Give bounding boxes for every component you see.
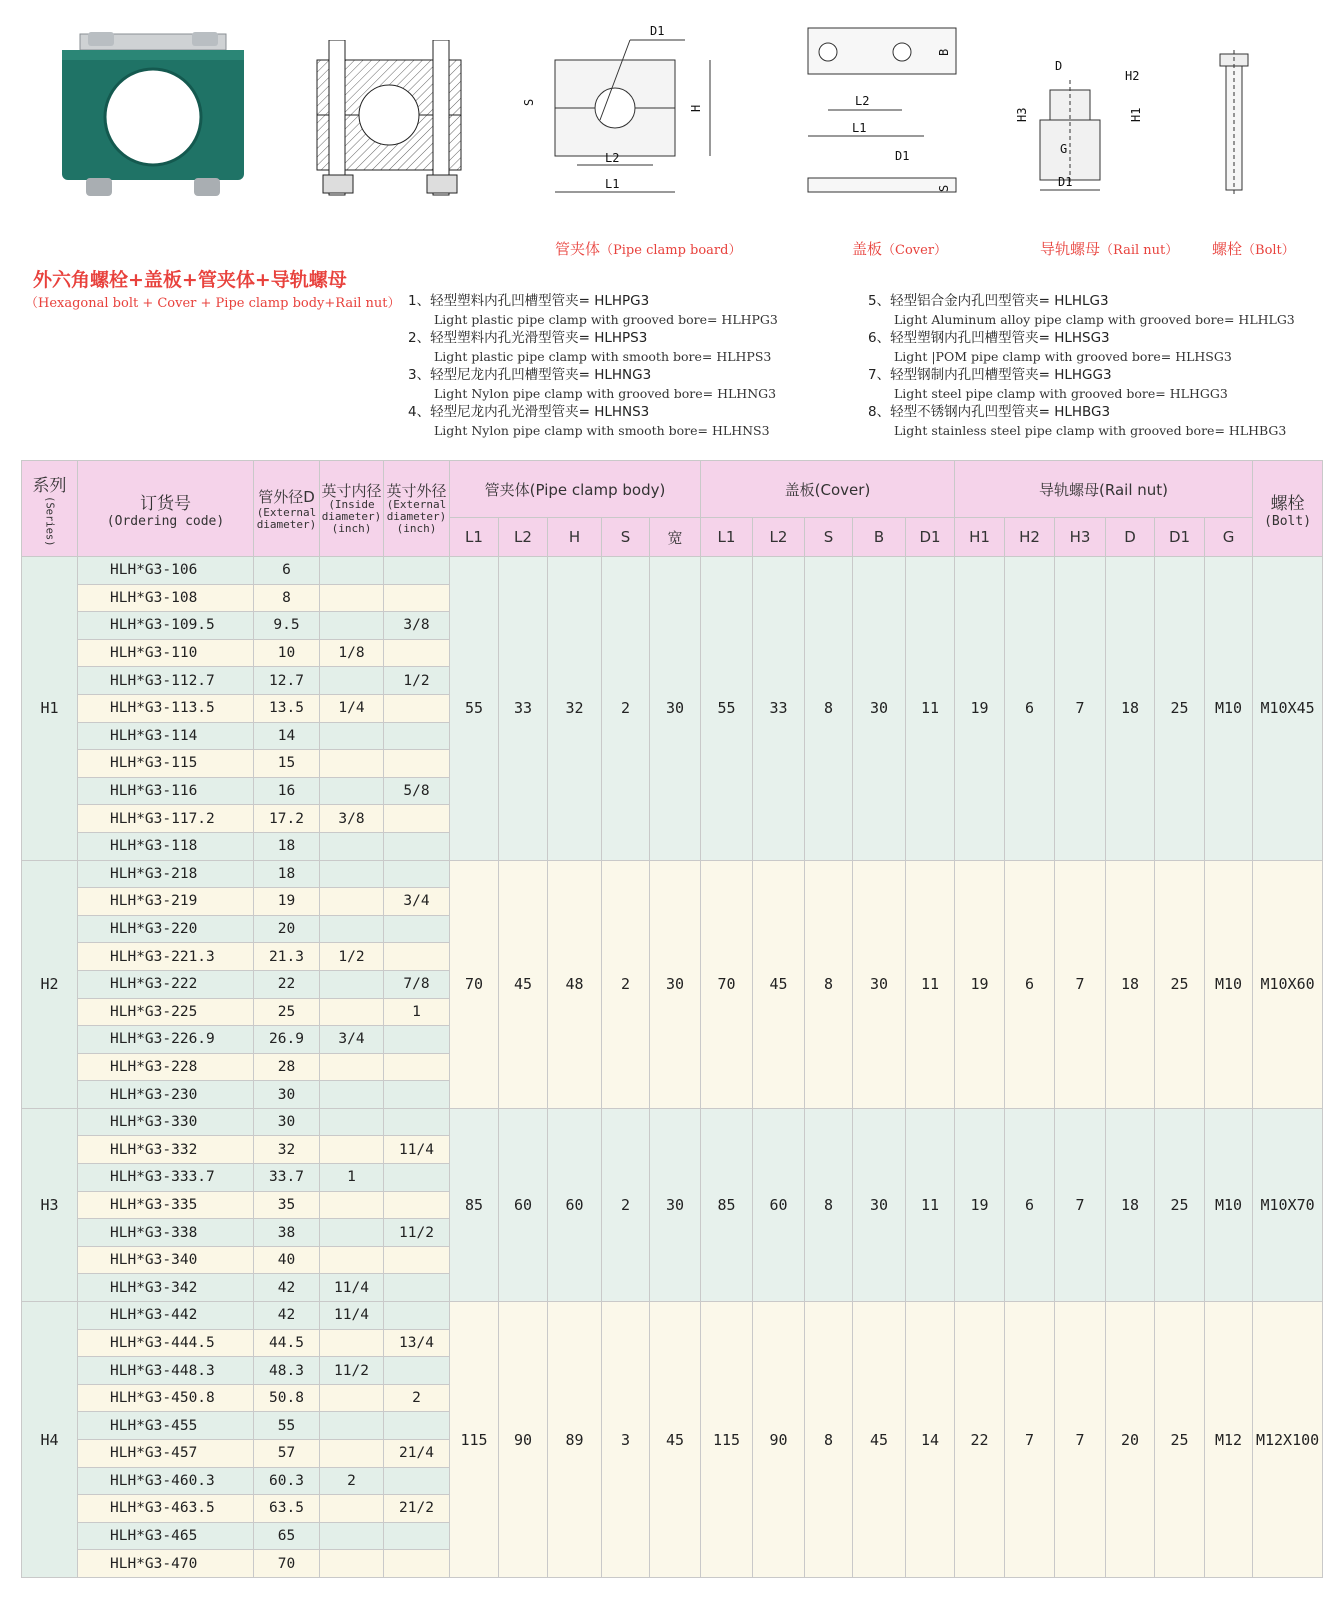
series-item-cn: 3、轻型尼龙内孔凹槽型管夹= HLHNG3 (408, 367, 652, 383)
dimension-cell: M10X70 (1253, 1108, 1323, 1301)
hdr-dimension: B (853, 518, 906, 557)
label-cover-l2: L2 (855, 94, 870, 108)
external-diameter-cell: 25 (254, 998, 320, 1026)
external-diameter-cell: 48.3 (254, 1357, 320, 1385)
hdr-inside-inch: 英寸内径 (Inside diameter)(inch) (320, 461, 384, 557)
hdr-dimension: L1 (450, 518, 499, 557)
external-diameter-cell: 60.3 (254, 1467, 320, 1495)
outside-inch-cell (384, 1026, 450, 1054)
dimension-cell: 20 (1106, 1302, 1155, 1578)
outside-inch-cell: 11/2 (384, 1219, 450, 1247)
dimension-cell: 6 (1005, 557, 1055, 861)
series-item-cn: 6、轻型塑钢内孔凹槽型管夹= HLHSG3 (868, 330, 1110, 346)
external-diameter-cell: 38 (254, 1219, 320, 1247)
series-item-en: Light Nylon pipe clamp with grooved bore= HLHNG3 (434, 385, 777, 401)
dimension-cell: 8 (805, 1108, 853, 1301)
dimension-cell: 7 (1055, 1302, 1106, 1578)
series-cell: H1 (22, 557, 78, 861)
dimension-cell: 2 (602, 557, 650, 861)
caption-pipe-clamp-board: 管夹体（Pipe clamp board） (555, 240, 742, 258)
external-diameter-cell: 35 (254, 1191, 320, 1219)
ordering-code-cell: HLH*G3-465 (78, 1522, 254, 1550)
outside-inch-cell (384, 943, 450, 971)
inside-inch-cell (320, 1384, 384, 1412)
outside-inch-cell: 2 (384, 1384, 450, 1412)
inside-inch-cell (320, 888, 384, 916)
outside-inch-cell: 21/2 (384, 1495, 450, 1523)
dimension-cell: 30 (650, 1108, 701, 1301)
dimension-cell: 8 (805, 860, 853, 1108)
label-nut-h1: H1 (1129, 107, 1143, 122)
series-item-cn: 5、轻型铝合金内孔凹型管夹= HLHLG3 (868, 293, 1109, 309)
inside-inch-cell (320, 1081, 384, 1109)
caption-cover: 盖板（Cover） (852, 240, 948, 258)
hdr-cover-group: 盖板(Cover) (701, 461, 955, 518)
hdr-dimension: S (805, 518, 853, 557)
external-diameter-cell: 6 (254, 557, 320, 585)
series-item-cn: 2、轻型塑料内孔光滑型管夹= HLHPS3 (408, 330, 648, 346)
external-diameter-cell: 26.9 (254, 1026, 320, 1054)
series-item-en: Light Nylon pipe clamp with smooth bore= HLHNS3 (434, 422, 770, 438)
outside-inch-cell (384, 1246, 450, 1274)
series-item-cn: 1、轻型塑料内孔凹槽型管夹= HLHPG3 (408, 293, 650, 309)
dimension-cell: 55 (701, 557, 753, 861)
ordering-code-cell: HLH*G3-230 (78, 1081, 254, 1109)
label-d1: D1 (650, 24, 665, 38)
external-diameter-cell: 18 (254, 832, 320, 860)
ordering-code-cell: HLH*G3-460.3 (78, 1467, 254, 1495)
ordering-code-cell: HLH*G3-109.5 (78, 612, 254, 640)
external-diameter-cell: 12.7 (254, 667, 320, 695)
hdr-dimension: S (602, 518, 650, 557)
series-item-en: Light steel pipe clamp with grooved bore= HLHGG3 (894, 385, 1228, 401)
hdr-dimension: 宽 (650, 518, 701, 557)
dimension-cell: 70 (450, 860, 499, 1108)
ordering-code-cell: HLH*G3-448.3 (78, 1357, 254, 1385)
label-h: H (689, 104, 703, 112)
dimension-cell: 7 (1055, 860, 1106, 1108)
external-diameter-cell: 21.3 (254, 943, 320, 971)
ordering-code-cell: HLH*G3-333.7 (78, 1164, 254, 1192)
dimension-cell: 14 (906, 1302, 955, 1578)
outside-inch-cell (384, 832, 450, 860)
ordering-code-cell: HLH*G3-335 (78, 1191, 254, 1219)
hdr-dimension: D (1106, 518, 1155, 557)
external-diameter-cell: 70 (254, 1550, 320, 1578)
ordering-code-cell: HLH*G3-225 (78, 998, 254, 1026)
dimension-cell: 6 (1005, 1108, 1055, 1301)
ordering-code-cell: HLH*G3-444.5 (78, 1329, 254, 1357)
dimension-cell: 45 (853, 1302, 906, 1578)
series-item-en: Light |POM pipe clamp with grooved bore= HLHSG3 (894, 348, 1232, 364)
inside-inch-cell: 11/4 (320, 1302, 384, 1330)
dimension-cell: 18 (1106, 557, 1155, 861)
rail-nut-drawing (1010, 50, 1160, 200)
dimension-cell: 90 (753, 1302, 805, 1578)
dimension-cell: 115 (450, 1302, 499, 1578)
inside-inch-cell: 1/4 (320, 694, 384, 722)
outside-inch-cell (384, 722, 450, 750)
ordering-code-cell: HLH*G3-106 (78, 557, 254, 585)
label-l1: L1 (605, 177, 620, 191)
outside-inch-cell (384, 1302, 450, 1330)
outside-inch-cell (384, 1274, 450, 1302)
hdr-nut-group: 导轨螺母(Rail nut) (955, 461, 1253, 518)
dimension-cell: 32 (548, 557, 602, 861)
outside-inch-cell (384, 1053, 450, 1081)
label-cover-d1: D1 (895, 149, 910, 163)
pipe-clamp-board-drawing (515, 20, 725, 205)
dimension-cell: M10 (1205, 557, 1253, 861)
caption-bolt: 螺栓（Bolt） (1212, 240, 1295, 258)
table-row (22, 557, 1323, 585)
label-nut-h3: H3 (1015, 107, 1029, 122)
inside-inch-cell (320, 750, 384, 778)
ordering-code-cell: HLH*G3-340 (78, 1246, 254, 1274)
label-l2: L2 (605, 151, 620, 165)
outside-inch-cell: 21/4 (384, 1440, 450, 1468)
external-diameter-cell: 13.5 (254, 694, 320, 722)
ordering-code-cell: HLH*G3-228 (78, 1053, 254, 1081)
outside-inch-cell (384, 1522, 450, 1550)
outside-inch-cell: 3/4 (384, 888, 450, 916)
inside-inch-cell (320, 1108, 384, 1136)
inside-inch-cell: 1/8 (320, 639, 384, 667)
series-item-cn: 8、轻型不锈钢内孔凹型管夹= HLHBG3 (868, 404, 1111, 420)
cover-drawing (800, 20, 970, 210)
hdr-dimension: H (548, 518, 602, 557)
ordering-code-cell: HLH*G3-222 (78, 970, 254, 998)
label-b: B (937, 48, 951, 56)
external-diameter-cell: 19 (254, 888, 320, 916)
series-item-cn: 4、轻型尼龙内孔光滑型管夹= HLHNS3 (408, 404, 650, 420)
series-cell: H4 (22, 1302, 78, 1578)
dimension-cell: M10X60 (1253, 860, 1323, 1108)
outside-inch-cell (384, 584, 450, 612)
ordering-code-cell: HLH*G3-332 (78, 1136, 254, 1164)
outside-inch-cell (384, 915, 450, 943)
inside-inch-cell: 1 (320, 1164, 384, 1192)
outside-inch-cell: 7/8 (384, 970, 450, 998)
hdr-dimension: D1 (906, 518, 955, 557)
dimension-cell: 7 (1005, 1302, 1055, 1578)
dimension-cell: 30 (650, 860, 701, 1108)
hdr-external-diameter: 管外径D (External diameter) (254, 461, 320, 557)
series-item-en: Light Aluminum alloy pipe clamp with grooved bore= HLHLG3 (894, 311, 1295, 327)
dimension-cell: 60 (499, 1108, 548, 1301)
inside-inch-cell (320, 998, 384, 1026)
dimension-cell: 22 (955, 1302, 1005, 1578)
dimension-cell: M12 (1205, 1302, 1253, 1578)
ordering-code-cell: HLH*G3-220 (78, 915, 254, 943)
table-row (22, 1108, 1323, 1136)
dimension-cell: 3 (602, 1302, 650, 1578)
hdr-dimension: G (1205, 518, 1253, 557)
dimension-cell: 6 (1005, 860, 1055, 1108)
ordering-code-cell: HLH*G3-338 (78, 1219, 254, 1247)
outside-inch-cell (384, 1081, 450, 1109)
hdr-outside-inch: 英寸外径 (External diameter)(inch) (384, 461, 450, 557)
label-cover-s: S (937, 184, 951, 192)
external-diameter-cell: 30 (254, 1081, 320, 1109)
label-s: S (522, 98, 536, 106)
dimension-cell: 2 (602, 860, 650, 1108)
dimension-cell: 25 (1155, 557, 1205, 861)
outside-inch-cell: 13/4 (384, 1329, 450, 1357)
inside-inch-cell (320, 557, 384, 585)
inside-inch-cell (320, 1136, 384, 1164)
hdr-board-group: 管夹体(Pipe clamp body) (450, 461, 701, 518)
dimension-cell: 7 (1055, 1108, 1106, 1301)
outside-inch-cell (384, 694, 450, 722)
series-item-en: Light stainless steel pipe clamp with grooved bore= HLHBG3 (894, 422, 1287, 438)
series-cell: H2 (22, 860, 78, 1108)
external-diameter-cell: 42 (254, 1274, 320, 1302)
assembly-subtitle: （Hexagonal bolt + Cover + Pipe clamp body+Rail nut） (25, 296, 401, 311)
inside-inch-cell (320, 1219, 384, 1247)
dimension-cell: 45 (753, 860, 805, 1108)
outside-inch-cell (384, 1164, 450, 1192)
dimension-cell: 85 (701, 1108, 753, 1301)
dimension-cell: 19 (955, 860, 1005, 1108)
external-diameter-cell: 63.5 (254, 1495, 320, 1523)
dimension-cell: 11 (906, 860, 955, 1108)
dimension-cell: 8 (805, 557, 853, 861)
bolt-drawing (1214, 50, 1254, 195)
outside-inch-cell (384, 1108, 450, 1136)
dimension-cell: 30 (853, 557, 906, 861)
inside-inch-cell (320, 1522, 384, 1550)
ordering-code-cell: HLH*G3-463.5 (78, 1495, 254, 1523)
dimension-cell: 8 (805, 1302, 853, 1578)
dimension-cell: 60 (548, 1108, 602, 1301)
external-diameter-cell: 42 (254, 1302, 320, 1330)
external-diameter-cell: 65 (254, 1522, 320, 1550)
series-item-en: Light plastic pipe clamp with grooved bore= HLHPG3 (434, 311, 778, 327)
ordering-code-cell: HLH*G3-457 (78, 1440, 254, 1468)
external-diameter-cell: 32 (254, 1136, 320, 1164)
external-diameter-cell: 20 (254, 915, 320, 943)
hdr-dimension: L1 (701, 518, 753, 557)
dimension-cell: 25 (1155, 860, 1205, 1108)
ordering-code-cell: HLH*G3-113.5 (78, 694, 254, 722)
hdr-dimension: H3 (1055, 518, 1106, 557)
ordering-code-cell: HLH*G3-115 (78, 750, 254, 778)
ordering-code-cell: HLH*G3-226.9 (78, 1026, 254, 1054)
inside-inch-cell (320, 1053, 384, 1081)
dimension-cell: 90 (499, 1302, 548, 1578)
inside-inch-cell: 11/2 (320, 1357, 384, 1385)
ordering-code-cell: HLH*G3-117.2 (78, 805, 254, 833)
dimension-cell: M10X45 (1253, 557, 1323, 861)
ordering-code-cell: HLH*G3-110 (78, 639, 254, 667)
series-list-left (408, 292, 778, 440)
dimension-cell: 25 (1155, 1108, 1205, 1301)
inside-inch-cell (320, 1246, 384, 1274)
inside-inch-cell (320, 667, 384, 695)
dimension-cell: 55 (450, 557, 499, 861)
external-diameter-cell: 14 (254, 722, 320, 750)
spec-table (21, 460, 1323, 1578)
dimension-cell: 45 (499, 860, 548, 1108)
external-diameter-cell: 57 (254, 1440, 320, 1468)
ordering-code-cell: HLH*G3-112.7 (78, 667, 254, 695)
hdr-dimension: D1 (1155, 518, 1205, 557)
inside-inch-cell (320, 860, 384, 888)
dimension-cell: M10 (1205, 1108, 1253, 1301)
dimension-cell: 2 (602, 1108, 650, 1301)
dimension-cell: 19 (955, 1108, 1005, 1301)
inside-inch-cell (320, 1440, 384, 1468)
dimension-cell: 11 (906, 557, 955, 861)
outside-inch-cell (384, 639, 450, 667)
outside-inch-cell (384, 1467, 450, 1495)
external-diameter-cell: 8 (254, 584, 320, 612)
inside-inch-cell (320, 1412, 384, 1440)
dimension-cell: 70 (701, 860, 753, 1108)
dimension-cell: 30 (853, 1108, 906, 1301)
dimension-cell: 30 (853, 860, 906, 1108)
dimension-cell: 7 (1055, 557, 1106, 861)
outside-inch-cell (384, 1412, 450, 1440)
dimension-cell: 19 (955, 557, 1005, 861)
hdr-dimension: H1 (955, 518, 1005, 557)
outside-inch-cell (384, 1191, 450, 1219)
label-cover-l1: L1 (852, 121, 867, 135)
outside-inch-cell: 11/4 (384, 1136, 450, 1164)
external-diameter-cell: 9.5 (254, 612, 320, 640)
dimension-cell: 30 (650, 557, 701, 861)
dimension-cell: 33 (499, 557, 548, 861)
series-cell: H3 (22, 1108, 78, 1301)
ordering-code-cell: HLH*G3-108 (78, 584, 254, 612)
outside-inch-cell (384, 557, 450, 585)
ordering-code-cell: HLH*G3-330 (78, 1108, 254, 1136)
table-row (22, 1302, 1323, 1330)
ordering-code-cell: HLH*G3-218 (78, 860, 254, 888)
external-diameter-cell: 15 (254, 750, 320, 778)
inside-inch-cell: 11/4 (320, 1274, 384, 1302)
outside-inch-cell (384, 1550, 450, 1578)
inside-inch-cell (320, 584, 384, 612)
ordering-code-cell: HLH*G3-114 (78, 722, 254, 750)
outside-inch-cell (384, 750, 450, 778)
inside-inch-cell (320, 1191, 384, 1219)
ordering-code-cell: HLH*G3-442 (78, 1302, 254, 1330)
series-item-cn: 7、轻型钢制内孔凹槽型管夹= HLHGG3 (868, 367, 1112, 383)
external-diameter-cell: 55 (254, 1412, 320, 1440)
outside-inch-cell (384, 860, 450, 888)
label-nut-d: D (1055, 59, 1063, 73)
label-nut-g: G (1060, 142, 1068, 156)
dimension-cell: M12X100 (1253, 1302, 1323, 1578)
assembly-title: 外六角螺栓+盖板+管夹体+导轨螺母 (33, 269, 347, 291)
external-diameter-cell: 40 (254, 1246, 320, 1274)
dimension-cell: 18 (1106, 860, 1155, 1108)
external-diameter-cell: 17.2 (254, 805, 320, 833)
dimension-cell: 89 (548, 1302, 602, 1578)
caption-rail-nut: 导轨螺母（Rail nut） (1040, 240, 1179, 258)
table-row (22, 860, 1323, 888)
dimension-cell: 60 (753, 1108, 805, 1301)
external-diameter-cell: 18 (254, 860, 320, 888)
dimension-cell: 48 (548, 860, 602, 1108)
hdr-dimension: L2 (499, 518, 548, 557)
series-list-right (868, 292, 1295, 440)
inside-inch-cell (320, 722, 384, 750)
dimension-cell: M10 (1205, 860, 1253, 1108)
ordering-code-cell: HLH*G3-219 (78, 888, 254, 916)
inside-inch-cell (320, 1329, 384, 1357)
clamp-photo (58, 32, 248, 202)
inside-inch-cell (320, 832, 384, 860)
outside-inch-cell: 1 (384, 998, 450, 1026)
dimension-cell: 45 (650, 1302, 701, 1578)
hdr-bolt: 螺栓 (Bolt) (1253, 461, 1323, 557)
dimension-cell: 33 (753, 557, 805, 861)
outside-inch-cell: 1/2 (384, 667, 450, 695)
ordering-code-cell: HLH*G3-342 (78, 1274, 254, 1302)
hdr-dimension: H2 (1005, 518, 1055, 557)
ordering-code-cell: HLH*G3-221.3 (78, 943, 254, 971)
outside-inch-cell (384, 805, 450, 833)
inside-inch-cell (320, 970, 384, 998)
dimension-cell: 11 (906, 1108, 955, 1301)
inside-inch-cell (320, 1550, 384, 1578)
external-diameter-cell: 10 (254, 639, 320, 667)
ordering-code-cell: HLH*G3-450.8 (78, 1384, 254, 1412)
inside-inch-cell: 1/2 (320, 943, 384, 971)
hdr-series: 系列 (Series) (22, 461, 78, 557)
inside-inch-cell (320, 777, 384, 805)
dimension-cell: 18 (1106, 1108, 1155, 1301)
hdr-dimension: L2 (753, 518, 805, 557)
ordering-code-cell: HLH*G3-116 (78, 777, 254, 805)
section-drawing (315, 40, 465, 200)
external-diameter-cell: 16 (254, 777, 320, 805)
inside-inch-cell (320, 612, 384, 640)
external-diameter-cell: 44.5 (254, 1329, 320, 1357)
external-diameter-cell: 50.8 (254, 1384, 320, 1412)
external-diameter-cell: 22 (254, 970, 320, 998)
ordering-code-cell: HLH*G3-455 (78, 1412, 254, 1440)
dimension-cell: 85 (450, 1108, 499, 1301)
label-nut-d1: D1 (1058, 175, 1073, 189)
external-diameter-cell: 28 (254, 1053, 320, 1081)
inside-inch-cell (320, 915, 384, 943)
dimension-cell: 25 (1155, 1302, 1205, 1578)
inside-inch-cell (320, 1495, 384, 1523)
ordering-code-cell: HLH*G3-118 (78, 832, 254, 860)
outside-inch-cell (384, 1357, 450, 1385)
inside-inch-cell: 3/8 (320, 805, 384, 833)
outside-inch-cell: 5/8 (384, 777, 450, 805)
inside-inch-cell: 2 (320, 1467, 384, 1495)
ordering-code-cell: HLH*G3-470 (78, 1550, 254, 1578)
label-nut-h2: H2 (1125, 69, 1140, 83)
hdr-ordering-code: 订货号 (Ordering code) (78, 461, 254, 557)
dimension-cell: 115 (701, 1302, 753, 1578)
inside-inch-cell: 3/4 (320, 1026, 384, 1054)
outside-inch-cell: 3/8 (384, 612, 450, 640)
series-item-en: Light plastic pipe clamp with smooth bore= HLHPS3 (434, 348, 772, 364)
external-diameter-cell: 30 (254, 1108, 320, 1136)
external-diameter-cell: 33.7 (254, 1164, 320, 1192)
